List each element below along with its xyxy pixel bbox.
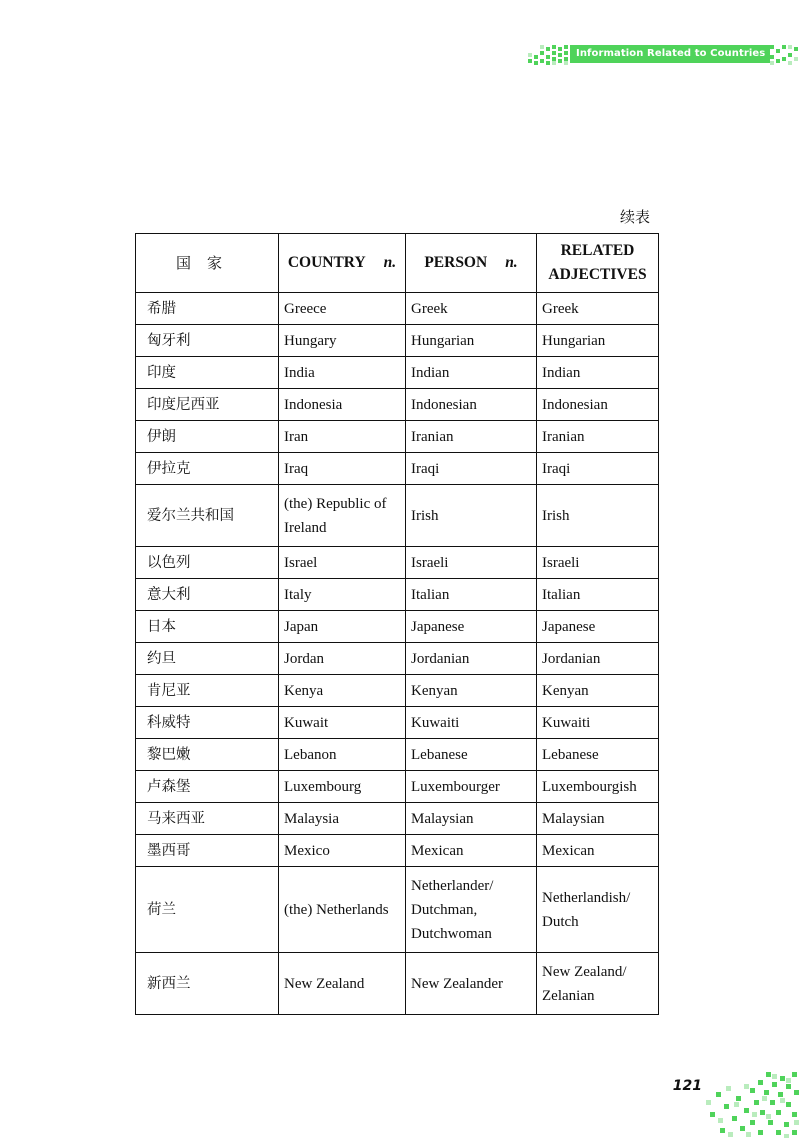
header-country bbox=[279, 234, 406, 293]
cell-adjective: Indonesian bbox=[537, 389, 659, 421]
table-row bbox=[136, 771, 659, 803]
cell-chinese: 日本 bbox=[136, 611, 279, 643]
table-row bbox=[136, 835, 659, 867]
table-row bbox=[136, 453, 659, 485]
table-row bbox=[136, 485, 659, 547]
cell-person: Lebanese bbox=[406, 739, 537, 771]
cell-person: Japanese bbox=[406, 611, 537, 643]
cell-country: Indonesia bbox=[279, 389, 406, 421]
header-person-label: PERSON bbox=[424, 254, 488, 271]
cell-person: Luxembourger bbox=[406, 771, 537, 803]
cell-person: Kuwaiti bbox=[406, 707, 537, 739]
cell-chinese: 卢森堡 bbox=[136, 771, 279, 803]
cell-person: Israeli bbox=[406, 547, 537, 579]
cell-person: Jordanian bbox=[406, 643, 537, 675]
cell-chinese: 伊拉克 bbox=[136, 453, 279, 485]
cell-chinese: 印度尼西亚 bbox=[136, 389, 279, 421]
table-row bbox=[136, 739, 659, 771]
cell-country: Japan bbox=[279, 611, 406, 643]
cell-person: Malaysian bbox=[406, 803, 537, 835]
cell-adjective: Indian bbox=[537, 357, 659, 389]
cell-country: Iraq bbox=[279, 453, 406, 485]
cell-person: Netherlander/ Dutchman, Dutchwoman bbox=[406, 867, 537, 953]
header-mosaic-left bbox=[528, 43, 570, 65]
cell-chinese: 科威特 bbox=[136, 707, 279, 739]
country-table bbox=[135, 233, 659, 1015]
cell-chinese: 肯尼亚 bbox=[136, 675, 279, 707]
cell-person: Greek bbox=[406, 293, 537, 325]
cell-chinese: 爱尔兰共和国 bbox=[136, 485, 279, 547]
cell-chinese: 意大利 bbox=[136, 579, 279, 611]
header-chinese: 国家 bbox=[136, 234, 279, 293]
cell-country: New Zealand bbox=[279, 953, 406, 1015]
cell-person: Irish bbox=[406, 485, 537, 547]
section-title: Information Related to Countries bbox=[570, 45, 770, 63]
cell-chinese: 黎巴嫩 bbox=[136, 739, 279, 771]
cell-adjective: Iraqi bbox=[537, 453, 659, 485]
table-row bbox=[136, 357, 659, 389]
header-country-label: COUNTRY bbox=[287, 254, 366, 271]
cell-country: Luxembourg bbox=[279, 771, 406, 803]
cell-adjective: Kuwaiti bbox=[537, 707, 659, 739]
cell-person: Mexican bbox=[406, 835, 537, 867]
table-row bbox=[136, 579, 659, 611]
cell-country: Lebanon bbox=[279, 739, 406, 771]
cell-adjective: Greek bbox=[537, 293, 659, 325]
cell-country: Kenya bbox=[279, 675, 406, 707]
table-row bbox=[136, 867, 659, 953]
cell-chinese: 印度 bbox=[136, 357, 279, 389]
cell-person: Iraqi bbox=[406, 453, 537, 485]
cell-person: Kenyan bbox=[406, 675, 537, 707]
cell-person: Indian bbox=[406, 357, 537, 389]
header-country-pos: n. bbox=[383, 254, 397, 271]
cell-chinese: 匈牙利 bbox=[136, 325, 279, 357]
corner-mosaic-decoration bbox=[706, 1072, 800, 1138]
table-row bbox=[136, 953, 659, 1015]
cell-country: Kuwait bbox=[279, 707, 406, 739]
table-row bbox=[136, 293, 659, 325]
continued-label: 续表 bbox=[619, 208, 650, 226]
header-person bbox=[406, 234, 537, 293]
cell-country: Iran bbox=[279, 421, 406, 453]
cell-country: Israel bbox=[279, 547, 406, 579]
cell-chinese: 希腊 bbox=[136, 293, 279, 325]
cell-adjective: Irish bbox=[537, 485, 659, 547]
page-number: 121 bbox=[672, 1078, 702, 1094]
table-row bbox=[136, 643, 659, 675]
cell-adjective: Hungarian bbox=[537, 325, 659, 357]
table-header-row bbox=[136, 234, 659, 293]
table-row bbox=[136, 707, 659, 739]
cell-country: India bbox=[279, 357, 406, 389]
cell-chinese: 墨西哥 bbox=[136, 835, 279, 867]
cell-adjective: Malaysian bbox=[537, 803, 659, 835]
cell-person: Hungarian bbox=[406, 325, 537, 357]
table-row bbox=[136, 611, 659, 643]
cell-adjective: Luxembourgish bbox=[537, 771, 659, 803]
cell-person: Iranian bbox=[406, 421, 537, 453]
cell-adjective: Jordanian bbox=[537, 643, 659, 675]
header-mosaic-right bbox=[770, 43, 800, 65]
cell-adjective: Mexican bbox=[537, 835, 659, 867]
table-row bbox=[136, 389, 659, 421]
cell-country: Malaysia bbox=[279, 803, 406, 835]
cell-adjective: Israeli bbox=[537, 547, 659, 579]
cell-country: (the) Republic of Ireland bbox=[279, 485, 406, 547]
cell-country: Greece bbox=[279, 293, 406, 325]
cell-chinese: 马来西亚 bbox=[136, 803, 279, 835]
cell-person: Indonesian bbox=[406, 389, 537, 421]
cell-adjective: Netherlandish/ Dutch bbox=[537, 867, 659, 953]
cell-country: Italy bbox=[279, 579, 406, 611]
cell-chinese: 伊朗 bbox=[136, 421, 279, 453]
cell-chinese: 以色列 bbox=[136, 547, 279, 579]
cell-chinese: 约旦 bbox=[136, 643, 279, 675]
header-adjectives bbox=[537, 234, 659, 293]
running-header bbox=[528, 43, 800, 65]
header-adjectives-line2: ADJECTIVES bbox=[548, 266, 647, 283]
cell-chinese: 新西兰 bbox=[136, 953, 279, 1015]
table-row bbox=[136, 547, 659, 579]
cell-adjective: Kenyan bbox=[537, 675, 659, 707]
table-row bbox=[136, 325, 659, 357]
cell-adjective: New Zealand/ Zelanian bbox=[537, 953, 659, 1015]
cell-adjective: Iranian bbox=[537, 421, 659, 453]
cell-country: Mexico bbox=[279, 835, 406, 867]
cell-adjective: Lebanese bbox=[537, 739, 659, 771]
header-person-pos: n. bbox=[505, 254, 518, 271]
cell-adjective: Italian bbox=[537, 579, 659, 611]
table-row bbox=[136, 803, 659, 835]
cell-country: Jordan bbox=[279, 643, 406, 675]
cell-chinese: 荷兰 bbox=[136, 867, 279, 953]
table-row bbox=[136, 675, 659, 707]
cell-adjective: Japanese bbox=[537, 611, 659, 643]
cell-country: (the) Netherlands bbox=[279, 867, 406, 953]
table-row bbox=[136, 421, 659, 453]
cell-country: Hungary bbox=[279, 325, 406, 357]
cell-person: New Zealander bbox=[406, 953, 537, 1015]
header-adjectives-line1: RELATED bbox=[560, 242, 635, 259]
cell-person: Italian bbox=[406, 579, 537, 611]
